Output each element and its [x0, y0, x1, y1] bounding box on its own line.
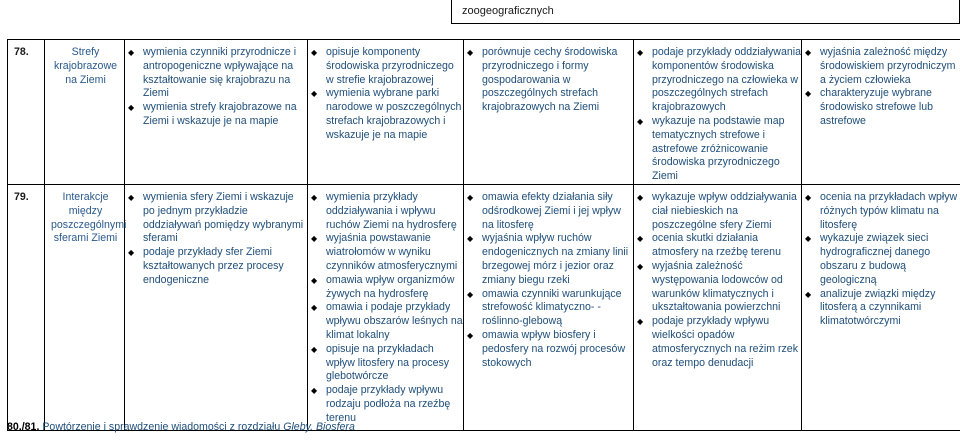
- list-item-text: wyjaśnia wpływ ruchów endogenicznych na zmiany linii brzegowej mórz i jezior oraz zmiany biegu rzeki: [482, 232, 629, 286]
- bullet-icon: ◆: [311, 89, 318, 99]
- header-table: [451, 0, 960, 24]
- list-item: [464, 329, 633, 370]
- list-item: [125, 101, 307, 129]
- list-item-text: wymienia wybrane parki narodowe w poszczególnych strefach krajobrazowych i wskazuje je na mapie: [326, 87, 462, 141]
- bullet-icon: ◆: [637, 261, 644, 271]
- footer-row: [7, 421, 407, 434]
- list-item: [634, 115, 801, 184]
- curriculum-table: [7, 39, 960, 431]
- bullet-icon: ◆: [467, 192, 474, 202]
- list-item: [802, 191, 960, 232]
- bullet-icon: ◆: [311, 303, 318, 313]
- requirements-excellent: [802, 40, 960, 185]
- list-item: [802, 46, 960, 87]
- list-item-text: podaje przykłady wpływu wielkości opadów atmosferycznych na reżim rzek oraz tempo denudacji: [652, 315, 799, 369]
- list-item: [125, 246, 307, 287]
- bullet-icon: ◆: [805, 192, 812, 202]
- requirements-very-good: [634, 40, 802, 185]
- bullet-icon: ◆: [128, 103, 135, 113]
- requirements-good: [464, 184, 634, 430]
- requirements-good: [464, 40, 634, 185]
- list-item-text: omawia efekty działania siły odśrodkowej Ziemi i jej wpływ na litosferę: [482, 190, 621, 231]
- bullet-icon: ◆: [311, 386, 318, 396]
- list-item-text: wykazuje wpływ oddziaływania ciał niebieskich na poszczególne sfery Ziemi: [652, 190, 797, 231]
- bullet-icon: ◆: [637, 116, 644, 126]
- row-number: 78.: [8, 40, 45, 185]
- bullet-icon: ◆: [311, 48, 318, 57]
- list-item: [464, 46, 633, 115]
- list-item: [634, 191, 801, 232]
- requirements-basic: [125, 40, 308, 185]
- list-item-text: omawia i podaje przykłady wpływu obszarów leśnych na klimat lokalny: [326, 301, 463, 341]
- list-item-text: charakteryzuje wybrane środowisko strefowe lub astrefowe: [820, 87, 934, 127]
- list-item-text: wymienia czynniki przyrodnicze i antropogeniczne wpływające na kształtowanie się krajobrazu na Ziemi: [143, 46, 297, 100]
- requirements-sufficient: [308, 184, 464, 430]
- bullet-icon: ◆: [467, 330, 474, 340]
- bullet-icon: ◆: [128, 192, 135, 202]
- bullet-icon: ◆: [128, 248, 135, 258]
- list-item: [634, 232, 801, 260]
- row-theme: Interakcje między poszczególnymi sferami Ziemi: [45, 184, 125, 430]
- bullet-icon: ◆: [311, 275, 318, 285]
- list-item: [464, 191, 633, 232]
- bullet-icon: ◆: [637, 234, 644, 244]
- list-item: [308, 232, 463, 273]
- list-item-text: podaje przykłady sfer Ziemi kształtowanych przez procesy endogeniczne: [143, 246, 284, 286]
- list-item: [308, 46, 463, 87]
- bullet-icon: ◆: [637, 192, 644, 202]
- bullet-icon: ◆: [467, 234, 474, 244]
- list-item-text: omawia wpływ biosfery i pedosfery na rozwój procesów stokowych: [482, 328, 626, 369]
- bullet-icon: ◆: [805, 89, 812, 99]
- list-item-text: wykazuje związek sieci hydrograficznej danego obszaru z budową geologiczną: [820, 232, 931, 286]
- list-item: [125, 191, 307, 246]
- list-item-text: analizuje związki między litosferą a czynnikami klimatotwórczymi: [820, 287, 936, 328]
- header-cell: zoogeograficznych: [452, 0, 960, 24]
- list-item: [802, 232, 960, 287]
- list-item-text: opisuje komponenty środowiska przyrodniczego w strefie krajobrazowej: [326, 46, 454, 86]
- list-item: [634, 46, 801, 115]
- list-item: [634, 315, 801, 370]
- list-item-text: wyjaśnia powstawanie wiatrołomów w wyniku czynników atmosferycznymi: [326, 232, 458, 272]
- list-item-text: podaje przykłady wpływu rodzaju podłoża na rzeźbę terenu: [326, 384, 451, 424]
- bullet-icon: ◆: [805, 234, 812, 244]
- bullet-icon: ◆: [311, 344, 318, 354]
- list-item: [802, 288, 960, 329]
- list-item-text: wymienia strefy krajobrazowe na Ziemi i wskazuje je na mapie: [143, 101, 297, 127]
- bullet-icon: ◆: [311, 234, 318, 244]
- list-item-text: porównuje cechy środowiska przyrodniczego i formy gospodarowania w poszczególnych strefach krajobrazowych na Ziemi: [482, 46, 618, 114]
- list-item-text: wymienia przykłady oddziaływania i wpływu ruchów Ziemi na hydrosferę: [326, 190, 457, 231]
- list-item: [308, 384, 463, 425]
- list-item: [634, 260, 801, 315]
- list-item-text: wymienia sfery Ziemi i wskazuje po jednym przykładzie oddziaływań pomiędzy wybranymi sferami: [143, 190, 304, 245]
- requirements-sufficient: [308, 40, 464, 185]
- footer-number: 80./81.: [7, 421, 40, 433]
- requirements-excellent: [802, 184, 960, 430]
- bullet-icon: ◆: [637, 317, 644, 327]
- list-item: [308, 274, 463, 302]
- list-item-text: wyjaśnia zależność między środowiskiem przyrodniczym a życiem człowieka: [820, 46, 956, 86]
- bullet-icon: ◆: [805, 289, 812, 299]
- row-theme: Strefy krajobrazowe na Ziemi: [45, 40, 125, 185]
- list-item: [125, 46, 307, 101]
- list-item-text: omawia wpływ organizmów żywych na hydrosferę: [326, 273, 455, 300]
- bullet-icon: ◆: [637, 48, 644, 57]
- list-item-text: wykazuje na podstawie map tematycznych strefowe i astrefowe zróżnicowanie środowiska przyrodniczego Ziemi: [652, 114, 785, 183]
- bullet-icon: ◆: [467, 48, 474, 57]
- bullet-icon: ◆: [805, 48, 812, 57]
- table-row: [8, 40, 960, 185]
- list-item: [802, 87, 960, 128]
- list-item: [464, 232, 633, 287]
- list-item: [308, 301, 463, 342]
- list-item: [308, 87, 463, 142]
- footer-text: Powtórzenie i sprawdzenie wiadomości z rozdziału: [42, 421, 281, 433]
- list-item-text: ocenia na przykładach wpływ różnych typów klimatu na litosferę: [820, 190, 958, 231]
- list-item-text: opisuje na przykładach wpływ litosfery na procesy glebotwórcze: [326, 342, 450, 383]
- table-row: [8, 184, 960, 430]
- bullet-icon: ◆: [128, 48, 135, 57]
- list-item-text: podaje przykłady oddziaływania komponentów środowiska przyrodniczego na człowieka w poszczególnych strefach krajobrazowych: [652, 46, 801, 114]
- list-item-text: wyjaśnia zależność występowania lodowców od warunków klimatycznych i ukształtowania powierzchni: [652, 259, 783, 314]
- requirements-very-good: [634, 184, 802, 430]
- list-item: [308, 343, 463, 384]
- list-item-text: ocenia skutki działania atmosfery na rzeźbę terenu: [652, 232, 781, 259]
- list-item: [464, 288, 633, 329]
- list-item-text: omawia czynniki warunkujące strefowość klimatyczno- -roślinno-glebową: [482, 287, 622, 328]
- bullet-icon: ◆: [467, 289, 474, 299]
- bullet-icon: ◆: [311, 192, 318, 202]
- list-item: [308, 191, 463, 232]
- footer-italic: Gleby. Biosfera: [283, 421, 355, 433]
- requirements-basic: [125, 184, 308, 430]
- row-number: 79.: [8, 184, 45, 430]
